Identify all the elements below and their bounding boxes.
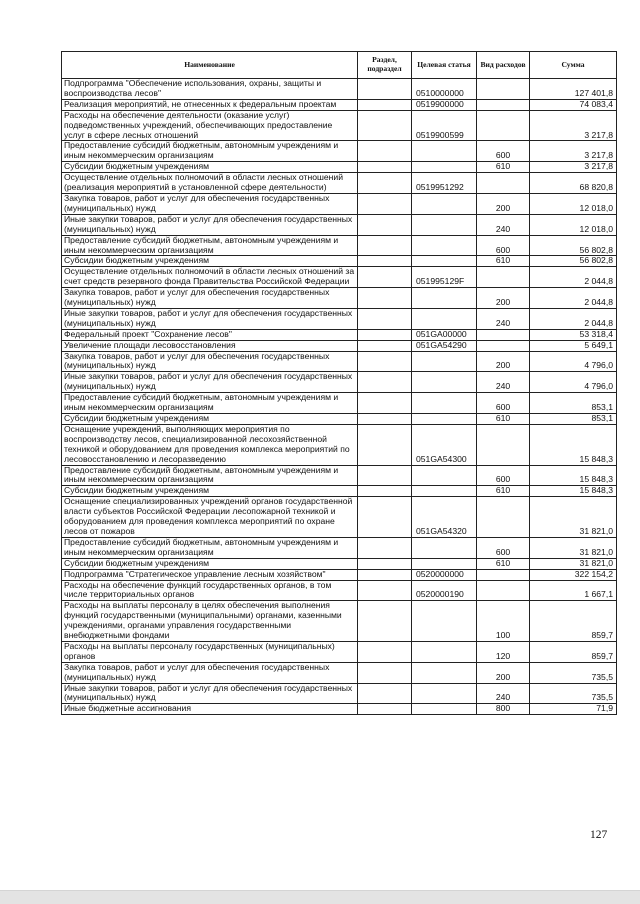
cell-razdel — [358, 704, 412, 715]
table-row — [62, 173, 617, 194]
cell-razdel — [358, 79, 412, 100]
cell-razdel — [358, 497, 412, 538]
table-row — [62, 162, 617, 173]
cell-razdel — [358, 288, 412, 309]
table-row — [62, 110, 617, 141]
cell-summa: 859,7 — [530, 601, 617, 642]
cell-celevaya: 0519951292 — [412, 173, 477, 194]
table-row — [62, 351, 617, 372]
cell-celevaya — [412, 662, 477, 683]
cell-name: Субсидии бюджетным учреждениям — [62, 558, 358, 569]
cell-summa: 4 796,0 — [530, 351, 617, 372]
table-row — [62, 580, 617, 601]
table-row — [62, 569, 617, 580]
cell-celevaya: 0510000000 — [412, 79, 477, 100]
table-row — [62, 393, 617, 414]
cell-razdel — [358, 329, 412, 340]
cell-razdel — [358, 193, 412, 214]
cell-summa: 853,1 — [530, 414, 617, 425]
table-row — [62, 308, 617, 329]
cell-vid — [477, 497, 530, 538]
cell-summa: 2 044,8 — [530, 308, 617, 329]
cell-name: Субсидии бюджетным учреждениям — [62, 414, 358, 425]
cell-name: Расходы на обеспечение деятельности (оказание услуг) подведомственных учреждений, обеспечивающих предоставление услуг в сфере лесных отношений — [62, 110, 358, 141]
cell-summa: 2 044,8 — [530, 288, 617, 309]
cell-summa: 859,7 — [530, 641, 617, 662]
cell-vid: 240 — [477, 683, 530, 704]
table-row — [62, 424, 617, 465]
cell-vid: 610 — [477, 558, 530, 569]
cell-celevaya — [412, 162, 477, 173]
cell-razdel — [358, 424, 412, 465]
cell-vid — [477, 99, 530, 110]
cell-summa: 735,5 — [530, 662, 617, 683]
cell-summa: 5 649,1 — [530, 340, 617, 351]
cell-vid: 100 — [477, 601, 530, 642]
cell-summa: 12 018,0 — [530, 193, 617, 214]
cell-celevaya: 051GA54290 — [412, 340, 477, 351]
header-celevaya: Целевая статья — [412, 52, 477, 79]
cell-summa: 15 848,3 — [530, 486, 617, 497]
cell-razdel — [358, 267, 412, 288]
cell-vid: 240 — [477, 214, 530, 235]
table-row — [62, 372, 617, 393]
cell-vid: 600 — [477, 393, 530, 414]
page-number: 127 — [590, 829, 608, 841]
cell-summa: 31 821,0 — [530, 558, 617, 569]
table-row — [62, 641, 617, 662]
header-name: Наименование — [62, 52, 358, 79]
cell-celevaya — [412, 393, 477, 414]
cell-summa: 12 018,0 — [530, 214, 617, 235]
table-row — [62, 537, 617, 558]
cell-razdel — [358, 372, 412, 393]
cell-summa: 56 802,8 — [530, 235, 617, 256]
cell-name: Иные закупки товаров, работ и услуг для обеспечения государственных (муниципальных) нужд — [62, 308, 358, 329]
cell-name: Иные закупки товаров, работ и услуг для обеспечения государственных (муниципальных) нужд — [62, 372, 358, 393]
cell-name: Подпрограмма "Обеспечение использования, охраны, защиты и воспроизводства лесов" — [62, 79, 358, 100]
cell-name: Закупка товаров, работ и услуг для обеспечения государственных (муниципальных) нужд — [62, 662, 358, 683]
cell-razdel — [358, 235, 412, 256]
cell-name: Субсидии бюджетным учреждениям — [62, 162, 358, 173]
cell-summa: 31 821,0 — [530, 537, 617, 558]
header-summa: Сумма — [530, 52, 617, 79]
cell-vid: 200 — [477, 662, 530, 683]
cell-vid: 120 — [477, 641, 530, 662]
cell-celevaya — [412, 558, 477, 569]
cell-razdel — [358, 308, 412, 329]
cell-razdel — [358, 173, 412, 194]
cell-celevaya: 051995129F — [412, 267, 477, 288]
cell-vid: 800 — [477, 704, 530, 715]
cell-celevaya — [412, 601, 477, 642]
table-row — [62, 662, 617, 683]
cell-vid: 610 — [477, 256, 530, 267]
cell-name: Предоставление субсидий бюджетным, автономным учреждениям и иным некоммерческим организациям — [62, 235, 358, 256]
cell-summa: 322 154,2 — [530, 569, 617, 580]
cell-summa: 3 217,8 — [530, 110, 617, 141]
cell-vid: 200 — [477, 193, 530, 214]
cell-name: Иные закупки товаров, работ и услуг для обеспечения государственных (муниципальных) нужд — [62, 683, 358, 704]
cell-celevaya: 051GA54300 — [412, 424, 477, 465]
cell-summa: 15 848,3 — [530, 465, 617, 486]
table-row — [62, 683, 617, 704]
cell-vid: 610 — [477, 486, 530, 497]
cell-vid — [477, 329, 530, 340]
cell-summa: 3 217,8 — [530, 162, 617, 173]
budget-table — [61, 51, 617, 715]
cell-name: Предоставление субсидий бюджетным, автономным учреждениям и иным некоммерческим организациям — [62, 537, 358, 558]
cell-celevaya: 0520000190 — [412, 580, 477, 601]
cell-razdel — [358, 162, 412, 173]
cell-vid: 600 — [477, 141, 530, 162]
cell-name: Реализация мероприятий, не отнесенных к федеральным проектам — [62, 99, 358, 110]
cell-vid — [477, 110, 530, 141]
cell-razdel — [358, 414, 412, 425]
table-row — [62, 601, 617, 642]
table-row — [62, 288, 617, 309]
cell-razdel — [358, 110, 412, 141]
cell-summa: 853,1 — [530, 393, 617, 414]
header-razdel: Раздел, подраздел — [358, 52, 412, 79]
table-row — [62, 193, 617, 214]
cell-razdel — [358, 141, 412, 162]
cell-vid — [477, 173, 530, 194]
cell-summa: 53 318,4 — [530, 329, 617, 340]
cell-name: Предоставление субсидий бюджетным, автономным учреждениям и иным некоммерческим организациям — [62, 465, 358, 486]
cell-vid: 600 — [477, 537, 530, 558]
cell-celevaya — [412, 641, 477, 662]
cell-celevaya — [412, 193, 477, 214]
table-row — [62, 340, 617, 351]
cell-razdel — [358, 569, 412, 580]
cell-celevaya: 0520000000 — [412, 569, 477, 580]
cell-name: Увеличение площади лесовосстановления — [62, 340, 358, 351]
table-header-row — [62, 52, 617, 79]
cell-vid: 600 — [477, 235, 530, 256]
cell-vid: 600 — [477, 465, 530, 486]
cell-vid — [477, 580, 530, 601]
cell-celevaya — [412, 465, 477, 486]
cell-summa: 735,5 — [530, 683, 617, 704]
cell-celevaya — [412, 372, 477, 393]
cell-name: Предоставление субсидий бюджетным, автономным учреждениям и иным некоммерческим организациям — [62, 393, 358, 414]
cell-razdel — [358, 662, 412, 683]
cell-name: Расходы на обеспечение функций государственных органов, в том числе территориальных органов — [62, 580, 358, 601]
cell-razdel — [358, 683, 412, 704]
cell-name: Оснащение учреждений, выполняющих мероприятия по воспроизводству лесов, специализированной лесохозяйственной техникой и оборудованием для проведения комплекса мероприятий по лесовосстановлению и лесоразведению — [62, 424, 358, 465]
table-row — [62, 704, 617, 715]
cell-name: Осуществление отдельных полномочий в области лесных отношений (реализация мероприятий в установленной сфере деятельности) — [62, 173, 358, 194]
cell-summa: 31 821,0 — [530, 497, 617, 538]
cell-razdel — [358, 641, 412, 662]
cell-summa: 15 848,3 — [530, 424, 617, 465]
cell-celevaya — [412, 214, 477, 235]
cell-razdel — [358, 214, 412, 235]
cell-razdel — [358, 601, 412, 642]
cell-name: Закупка товаров, работ и услуг для обеспечения государственных (муниципальных) нужд — [62, 288, 358, 309]
table-row — [62, 267, 617, 288]
table-row — [62, 329, 617, 340]
cell-celevaya — [412, 414, 477, 425]
cell-celevaya — [412, 235, 477, 256]
table-row — [62, 558, 617, 569]
cell-razdel — [358, 99, 412, 110]
cell-name: Подпрограмма "Стратегическое управление лесным хозяйством" — [62, 569, 358, 580]
cell-name: Закупка товаров, работ и услуг для обеспечения государственных (муниципальных) нужд — [62, 351, 358, 372]
bottom-strip — [0, 890, 640, 904]
cell-summa: 56 802,8 — [530, 256, 617, 267]
table-body — [62, 79, 617, 715]
cell-celevaya — [412, 141, 477, 162]
table-row — [62, 141, 617, 162]
cell-name: Иные закупки товаров, работ и услуг для обеспечения государственных (муниципальных) нужд — [62, 214, 358, 235]
cell-celevaya: 051GA54320 — [412, 497, 477, 538]
cell-name: Расходы на выплаты персоналу в целях обеспечения выполнения функций государственными (муниципальными) органами, казенными учреждениями, органами управления государственными внебюджетными фондами — [62, 601, 358, 642]
cell-celevaya — [412, 256, 477, 267]
cell-celevaya — [412, 288, 477, 309]
cell-summa: 4 796,0 — [530, 372, 617, 393]
cell-celevaya — [412, 351, 477, 372]
cell-summa: 1 667,1 — [530, 580, 617, 601]
header-vid: Вид расходов — [477, 52, 530, 79]
cell-vid: 200 — [477, 288, 530, 309]
cell-name: Предоставление субсидий бюджетным, автономным учреждениям и иным некоммерческим организациям — [62, 141, 358, 162]
cell-razdel — [358, 580, 412, 601]
table-row — [62, 79, 617, 100]
cell-vid: 610 — [477, 162, 530, 173]
table-row — [62, 99, 617, 110]
table-row — [62, 414, 617, 425]
cell-razdel — [358, 340, 412, 351]
cell-vid — [477, 424, 530, 465]
cell-summa: 68 820,8 — [530, 173, 617, 194]
cell-razdel — [358, 256, 412, 267]
cell-celevaya — [412, 704, 477, 715]
table-row — [62, 235, 617, 256]
cell-razdel — [358, 537, 412, 558]
cell-vid: 610 — [477, 414, 530, 425]
table-row — [62, 214, 617, 235]
cell-vid: 240 — [477, 372, 530, 393]
cell-summa: 3 217,8 — [530, 141, 617, 162]
cell-summa: 127 401,8 — [530, 79, 617, 100]
cell-name: Расходы на выплаты персоналу государственных (муниципальных) органов — [62, 641, 358, 662]
cell-summa: 2 044,8 — [530, 267, 617, 288]
cell-vid — [477, 79, 530, 100]
cell-celevaya — [412, 486, 477, 497]
cell-summa: 71,9 — [530, 704, 617, 715]
cell-summa: 74 083,4 — [530, 99, 617, 110]
cell-celevaya — [412, 308, 477, 329]
cell-razdel — [358, 393, 412, 414]
cell-vid: 200 — [477, 351, 530, 372]
cell-vid — [477, 267, 530, 288]
cell-razdel — [358, 465, 412, 486]
cell-name: Субсидии бюджетным учреждениям — [62, 256, 358, 267]
cell-razdel — [358, 351, 412, 372]
cell-name: Федеральный проект "Сохранение лесов" — [62, 329, 358, 340]
table-row — [62, 497, 617, 538]
table-row — [62, 486, 617, 497]
cell-name: Иные бюджетные ассигнования — [62, 704, 358, 715]
cell-razdel — [358, 486, 412, 497]
cell-celevaya — [412, 683, 477, 704]
cell-name: Закупка товаров, работ и услуг для обеспечения государственных (муниципальных) нужд — [62, 193, 358, 214]
cell-vid: 240 — [477, 308, 530, 329]
table-row — [62, 256, 617, 267]
cell-razdel — [358, 558, 412, 569]
table-row — [62, 465, 617, 486]
cell-name: Осуществление отдельных полномочий в области лесных отношений за счет средств резервного фонда Правительства Российской Федерации — [62, 267, 358, 288]
cell-celevaya: 051GA00000 — [412, 329, 477, 340]
cell-vid — [477, 569, 530, 580]
cell-name: Оснащение специализированных учреждений органов государственной власти субъектов Российской Федерации лесопожарной техникой и оборудованием для проведения комплекса мероприятий по охране лесов от пожаров — [62, 497, 358, 538]
cell-vid — [477, 340, 530, 351]
cell-celevaya: 0519900000 — [412, 99, 477, 110]
cell-celevaya — [412, 537, 477, 558]
cell-celevaya: 0519900599 — [412, 110, 477, 141]
cell-name: Субсидии бюджетным учреждениям — [62, 486, 358, 497]
